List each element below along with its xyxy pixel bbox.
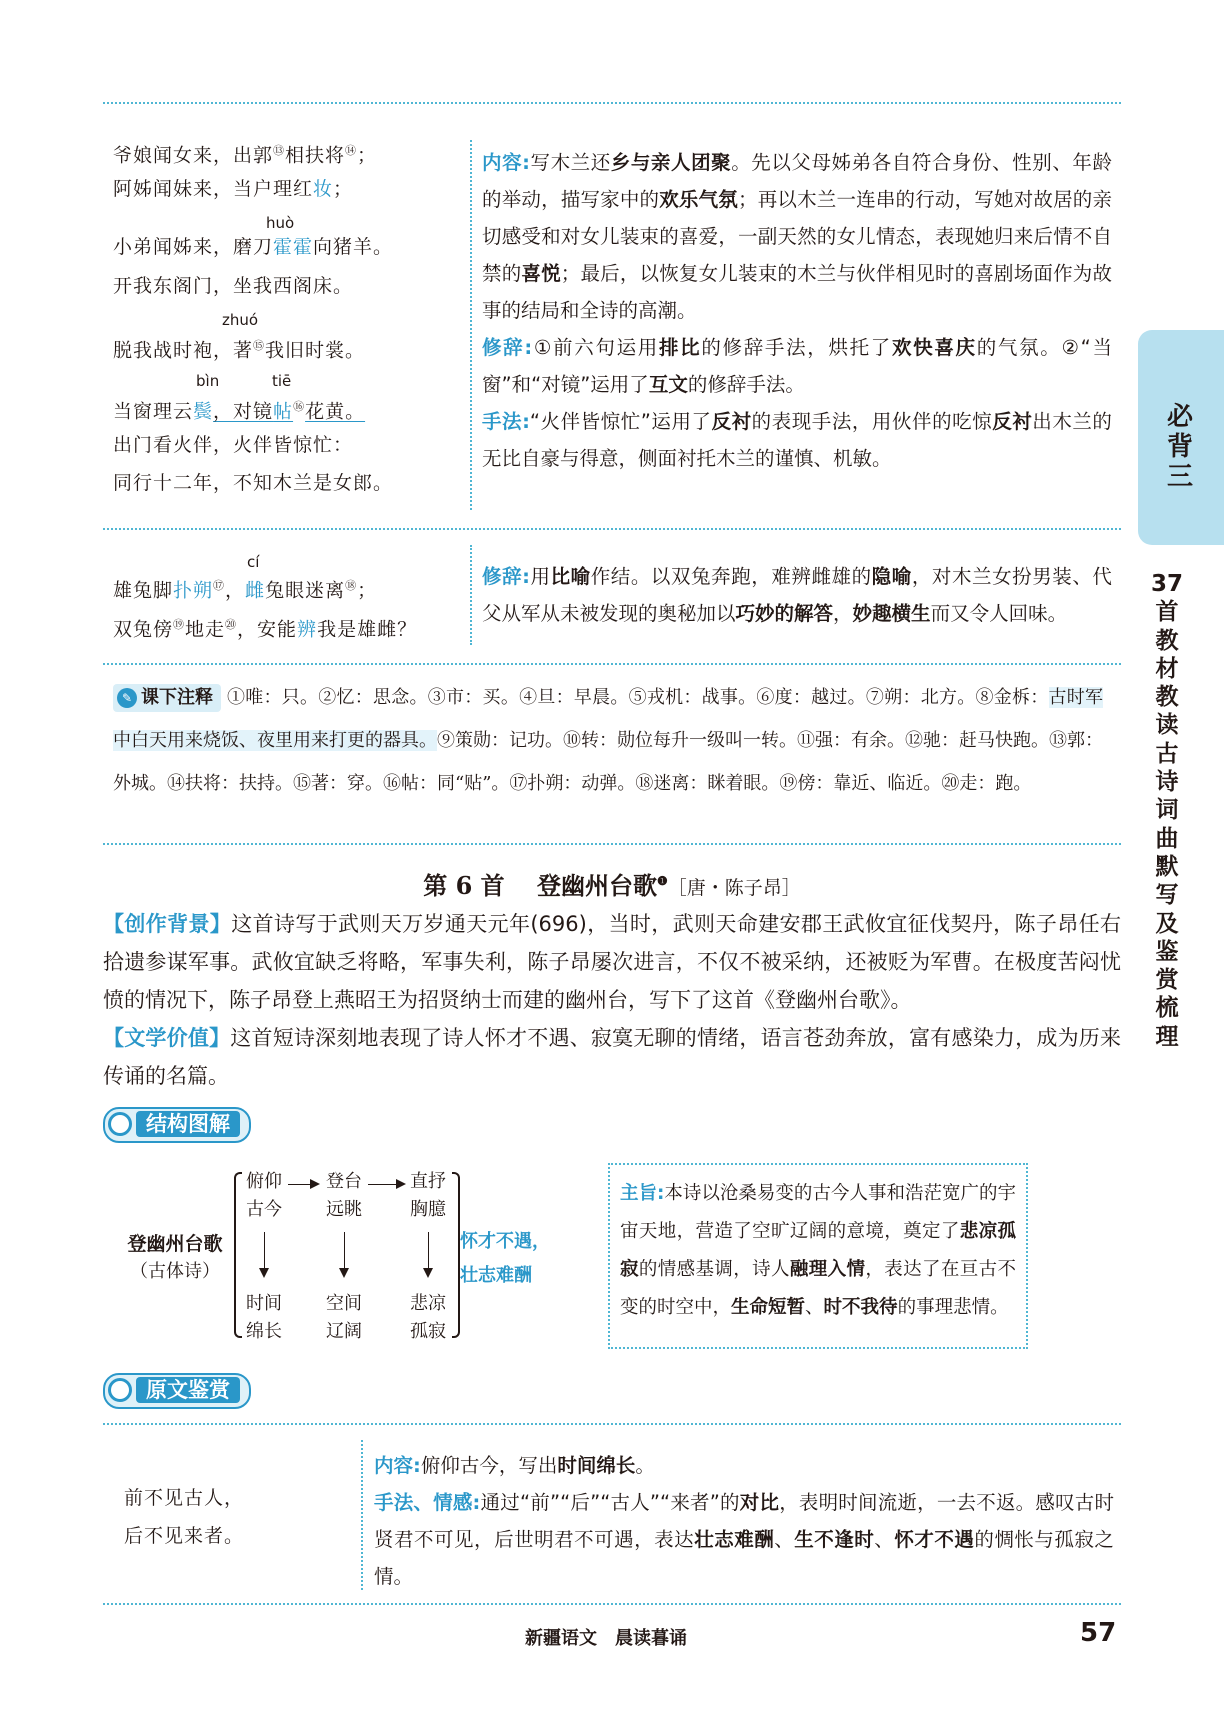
divider-vertical-2 [470,545,472,645]
left-brace [234,1172,242,1338]
poem-line: 当窗理云鬓，对镜帖⑯花黄。 [113,400,366,423]
divider-mid [103,528,1121,530]
leaf-icon: ✎ [117,688,137,708]
arrow-down [344,1232,345,1276]
right-brace [452,1172,460,1338]
pinyin: cí [247,553,260,571]
diagram-conclusion: 怀才不遇， 壮志难酬 [460,1231,550,1286]
literary-value-paragraph: 【文学价值】这首短诗深刻地表现了诗人怀才不遇、寂寞无聊的情绪，语言苍劲奔放，富有感染力，成为历来传诵的名篇。 [103,1026,1122,1088]
divider-appreciation-top [103,1423,1121,1425]
poem-line: 脱我战时袍，著⑮我旧时裳。 [113,339,366,362]
magnifier-icon [108,1112,132,1136]
diagram-node: 时间 绵长 [246,1293,282,1342]
diagram-node: 俯仰 古今 [246,1171,282,1220]
structure-diagram-heading: 结构图解 [103,1107,251,1143]
appreciation-heading: 原文鉴赏 [103,1373,251,1409]
divider-vertical-1 [470,140,472,510]
section-title: 第 6 首 登幽州台歌$^❶$［唐・陈子昂］ [423,871,801,900]
theme-box: 主旨:本诗以沧桑易变的古今人事和浩茫宽广的宇宙天地，营造了空旷辽阔的意境，奠定了悲凉孤寂的情感基调，诗人融理入情，表达了在亘古不变的时空中，生命短暂、时不我待的事理悲情。 [608,1163,1028,1349]
footnotes: ✎ 课下注释 ①唯：只。②忆：思念。③市：买。④旦：早晨。⑤戎机：战事。⑥度：越过。⑦朔：北方。⑧金柝：古时军中白天用来烧饭、夜里用来打更的器具。⑨策勋：记功。⑩转：勋位每升一级叫一转。⑪强：有余。⑫驰：赶马快跑。⑬郭：外城。⑭扶将：扶持。⑮著：穿。⑯帖：同“贴”。⑰扑朔：动弹。⑱迷离：眯着眼。⑲傍：靠近、临近。⑳走：跑。 [113,676,1103,805]
divider-notes-top [103,663,1121,665]
divider-notes-bottom [103,843,1121,845]
divider-vertical-3 [361,1440,363,1590]
arrow-down [264,1232,265,1276]
page-number: 57 [1080,1618,1117,1648]
arrow-right [288,1184,318,1185]
poem-line: 双兔傍⑲地走⑳，安能辨我是雄雌？ [113,618,418,641]
diagram-node: 悲凉 孤寂 [410,1293,446,1342]
magnifier-icon [108,1378,132,1402]
poem-line: 前不见古人， [124,1487,245,1509]
analysis-box-2: 修辞:用比喻作结。以双兔奔跑，难辨雌雄的隐喻，对木兰女扮男装、代父从军从未被发现的奥秘加以巧妙的解答，妙趣横生而又令人回味。 [482,565,1112,625]
pinyin: tiē [272,372,292,390]
poem-line: 后不见来者。 [124,1525,245,1547]
side-chapter-title: 37首教材教读古诗词曲默写及鉴赏梳理 [1150,571,1183,1050]
divider-top [103,102,1121,104]
notes-badge: ✎ 课下注释 [113,684,221,712]
pinyin: bìn [196,372,220,390]
pinyin: zhuó [222,311,259,329]
arrow-right [368,1184,404,1185]
diagram-root-sub: （古体诗） [130,1261,220,1282]
background-paragraph: 【创作背景】这首诗写于武则天万岁通天元年(696)，当时，武则天命建安郡王武攸宜征伐契丹，陈子昂任右拾遗参谋军事。武攸宜缺乏将略，军事失利，陈子昂屡次进言，不仅不被采纳，还被贬为军曹。在极度苦闷忧愤的情况下，陈子昂登上燕昭王为招贤纳士而建的幽州台，写下了这首《登幽州台歌》。 [103,912,1122,1012]
poem-line: 爷娘闻女来，出郭⑬相扶将⑭； [113,144,378,167]
diagram-node: 登台 远眺 [326,1171,362,1220]
diagram-node: 直抒 胸臆 [410,1171,446,1220]
diagram-root: 登幽州台歌 [127,1233,223,1255]
poem-line: 出门看火伴，火伴皆惊忙： [113,434,354,456]
poem-line: 同行十二年，不知木兰是女郎。 [113,472,394,494]
analysis-box-3: 内容:俯仰古今，写出时间绵长。 手法、情感:通过“前”“后”“古人”“来者”的对比，表明时间流逝，一去不返。感叹古时贤君不可见，后世明君不可遇，表达壮志难酬、生不逢时、怀才不遇的惆怅与孤寂之情。 [374,1454,1114,1588]
poem-line: 阿姊闻妹来，当户理红妆； [113,178,354,200]
poem-line: 雄兔脚扑朔⑰，雌兔眼迷离⑱； [113,579,378,602]
diagram-node: 空间 辽阔 [326,1293,362,1342]
divider-bottom [103,1603,1121,1605]
analysis-box-1: 内容:写木兰还乡与亲人团聚。先以父母姊弟各自符合身份、性别、年龄的举动，描写家中的欢乐气氛；再以木兰一连串的行动，写她对故居的亲切感受和对女儿装束的喜爱，一副天然的女儿情态，表现她归来后情不自禁的喜悦；最后，以恢复女儿装束的木兰与伙伴相见时的喜剧场面作为故事的结局和全诗的高潮。 修辞:①前六句运用排比的修辞手法，烘托了欢快喜庆的气氛。②“当窗”和“对镜”运用了互文的修辞手法。 手法:“火伴皆惊忙”运用了反衬的表现手法，用伙伴的吃惊反衬出木兰的无比自豪与得意，侧面衬托木兰的谨慎、机敏。 [482,151,1112,470]
footer-brand: 新疆语文 晨读暮诵 [525,1628,687,1649]
poem-line: 小弟闻姊来，磨刀霍霍向猪羊。 [113,236,394,258]
arrow-down [428,1232,429,1276]
side-tab: 必背三 [1138,330,1224,545]
pinyin: huò [266,214,295,232]
poem-line: 开我东阁门，坐我西阁床。 [113,275,354,297]
